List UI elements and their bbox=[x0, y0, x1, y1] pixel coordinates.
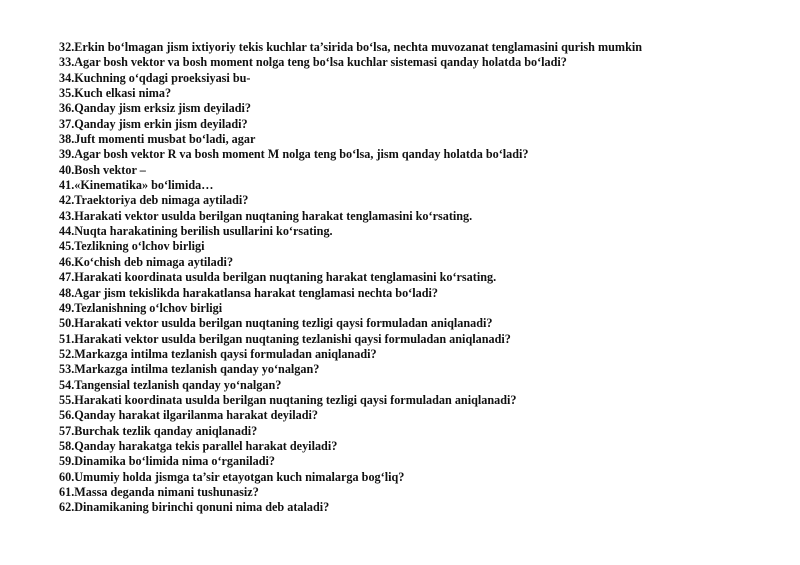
question-item bbox=[59, 424, 779, 439]
question-item bbox=[59, 55, 779, 70]
question-item bbox=[59, 301, 779, 316]
question-item bbox=[59, 178, 779, 193]
question-text: Kuch elkasi nima? bbox=[74, 86, 172, 101]
question-item bbox=[59, 408, 779, 423]
question-item bbox=[59, 454, 779, 469]
question-text: Qanday jism erksiz jism deyiladi? bbox=[74, 101, 251, 116]
question-number: 56. bbox=[59, 408, 75, 423]
question-number: 33. bbox=[59, 55, 75, 70]
question-number: 36. bbox=[59, 101, 75, 116]
question-text: Burchak tezlik qanday aniqlanadi? bbox=[74, 423, 258, 438]
question-number: 47. bbox=[59, 270, 75, 285]
question-number: 42. bbox=[59, 193, 75, 208]
question-text: Agar jism tekislikda harakatlansa harakat tenglamasi nechta bo‘ladi? bbox=[74, 285, 438, 300]
question-item bbox=[59, 378, 779, 393]
question-text: Tangensial tezlanish qanday yo‘nalgan? bbox=[74, 377, 282, 392]
question-number: 48. bbox=[59, 285, 75, 300]
question-number: 40. bbox=[59, 162, 75, 177]
question-text: Agar bosh vektor R va bosh moment M nolga teng bo‘lsa, jism qanday holatda bo‘ladi? bbox=[74, 147, 529, 162]
question-item bbox=[59, 209, 779, 224]
question-text: Markazga intilma tezlanish qaysi formuladan aniqlanadi? bbox=[74, 346, 377, 361]
question-item bbox=[59, 485, 779, 500]
question-item bbox=[59, 117, 779, 132]
question-number: 41. bbox=[59, 178, 75, 193]
question-item bbox=[59, 316, 779, 331]
question-text: Qanday jism erkin jism deyiladi? bbox=[74, 116, 248, 131]
question-item bbox=[59, 224, 779, 239]
question-number: 38. bbox=[59, 132, 75, 147]
question-item bbox=[59, 255, 779, 270]
question-number: 44. bbox=[59, 224, 75, 239]
question-item bbox=[59, 147, 779, 162]
question-text: Massa deganda nimani tushunasiz? bbox=[74, 484, 259, 499]
question-item bbox=[59, 270, 779, 285]
question-item bbox=[59, 239, 779, 254]
question-text: Kuchning o‘qdagi proeksiyasi bu- bbox=[74, 70, 251, 85]
question-item bbox=[59, 500, 779, 515]
question-number: 32. bbox=[59, 40, 75, 54]
question-number: 55. bbox=[59, 392, 75, 407]
question-number: 50. bbox=[59, 316, 75, 331]
question-number: 39. bbox=[59, 147, 75, 162]
question-text: Juft momenti musbat bo‘ladi, agar bbox=[74, 132, 256, 147]
question-number: 37. bbox=[59, 116, 75, 131]
question-number: 45. bbox=[59, 239, 75, 254]
question-text: Agar bosh vektor va bosh moment nolga teng bo‘lsa kuchlar sistemasi qanday holatda bo‘ladi? bbox=[74, 55, 567, 70]
question-item bbox=[59, 362, 779, 377]
question-item bbox=[59, 163, 779, 178]
question-number: 59. bbox=[59, 454, 75, 469]
question-number: 51. bbox=[59, 331, 75, 346]
question-item bbox=[59, 347, 779, 362]
question-text: Harakati vektor usulda berilgan nuqtaning tezlanishi qaysi formuladan aniqlanadi? bbox=[74, 331, 511, 346]
question-number: 60. bbox=[59, 469, 75, 484]
question-text: Harakati koordinata usulda berilgan nuqtaning tezligi qaysi formuladan aniqlanadi? bbox=[74, 392, 517, 407]
question-item bbox=[59, 193, 779, 208]
question-item bbox=[59, 393, 779, 408]
question-number: 46. bbox=[59, 254, 75, 269]
question-list bbox=[59, 40, 779, 516]
question-text: Tezlanishning o‘lchov birligi bbox=[74, 300, 223, 315]
question-text: Qanday harakat ilgarilanma harakat deyiladi? bbox=[74, 408, 319, 423]
question-text: Markazga intilma tezlanish qanday yo‘nalgan? bbox=[74, 362, 320, 377]
question-item bbox=[59, 101, 779, 116]
question-item bbox=[59, 40, 779, 55]
question-number: 49. bbox=[59, 300, 75, 315]
question-text: Harakati vektor usulda berilgan nuqtaning harakat tenglamasini ko‘rsating. bbox=[74, 208, 473, 223]
question-number: 53. bbox=[59, 362, 75, 377]
question-number: 52. bbox=[59, 346, 75, 361]
question-number: 58. bbox=[59, 438, 75, 453]
question-item bbox=[59, 439, 779, 454]
question-number: 57. bbox=[59, 423, 75, 438]
question-text: Umumiy holda jismga ta’sir etayotgan kuch nimalarga bog‘liq? bbox=[74, 469, 405, 484]
question-text: «Kinematika» bo‘limida… bbox=[74, 178, 214, 193]
question-text: Erkin bo‘lmagan jism ixtiyoriy tekis kuchlar ta’sirida bo‘lsa, nechta muvozanat tenglamasini qurish mumkin bbox=[74, 40, 643, 54]
question-number: 43. bbox=[59, 208, 75, 223]
question-text: Ko‘chish deb nimaga aytiladi? bbox=[74, 254, 234, 269]
question-number: 62. bbox=[59, 500, 75, 515]
question-text: Harakati vektor usulda berilgan nuqtaning tezligi qaysi formuladan aniqlanadi? bbox=[74, 316, 493, 331]
question-text: Dinamikaning birinchi qonuni nima deb ataladi? bbox=[74, 500, 330, 515]
question-number: 34. bbox=[59, 70, 75, 85]
question-number: 35. bbox=[59, 86, 75, 101]
question-number: 61. bbox=[59, 484, 75, 499]
question-item bbox=[59, 71, 779, 86]
question-text: Traektoriya deb nimaga aytiladi? bbox=[74, 193, 249, 208]
question-text: Qanday harakatga tekis parallel harakat deyiladi? bbox=[74, 438, 338, 453]
question-text: Bosh vektor – bbox=[74, 162, 146, 177]
question-item bbox=[59, 132, 779, 147]
question-item bbox=[59, 332, 779, 347]
question-number: 54. bbox=[59, 377, 75, 392]
question-text: Dinamika bo‘limida nima o‘rganiladi? bbox=[74, 454, 276, 469]
question-text: Harakati koordinata usulda berilgan nuqtaning harakat tenglamasini ko‘rsating. bbox=[74, 270, 497, 285]
question-text: Nuqta harakatining berilish usullarini ko‘rsating. bbox=[74, 224, 333, 239]
question-item bbox=[59, 86, 779, 101]
question-item bbox=[59, 470, 779, 485]
question-item bbox=[59, 286, 779, 301]
question-text: Tezlikning o‘lchov birligi bbox=[74, 239, 205, 254]
